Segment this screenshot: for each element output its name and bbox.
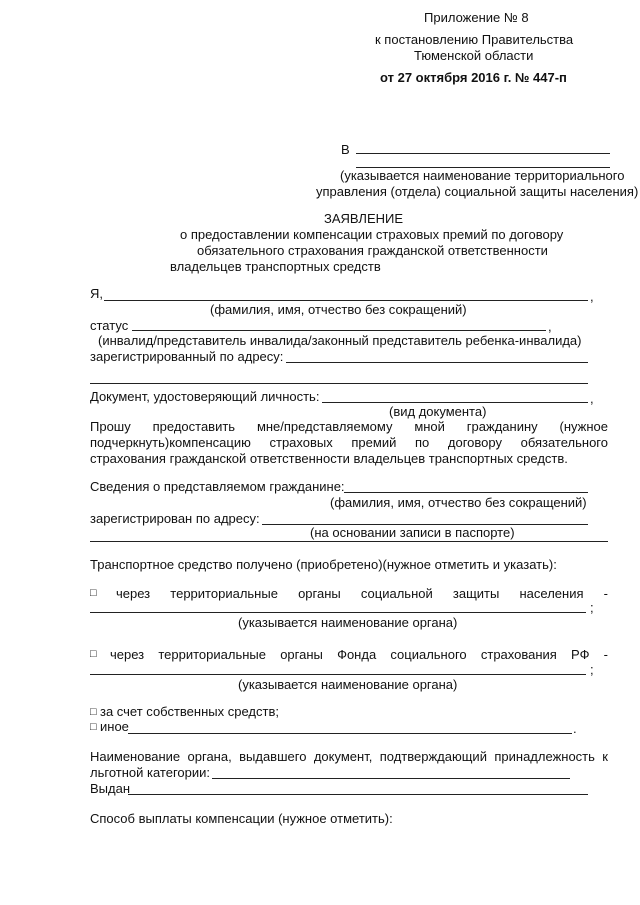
registered-address-label: зарегистрированный по адресу: — [90, 349, 284, 364]
identity-document-hint: (вид документа) — [389, 404, 487, 419]
request-line-1: Прошу предоставить мне/представляемому мной гражданину (нужное — [90, 419, 608, 434]
vehicle-option-social-protection: через территориальные органы социальной защиты населения - — [116, 586, 608, 601]
represented-address-field-2[interactable] — [90, 541, 608, 542]
identity-document-field[interactable] — [322, 402, 588, 403]
issuer-line-2: льготной категории: — [90, 765, 211, 780]
represented-address-label: зарегистрирован по адресу: — [90, 511, 260, 526]
vehicle-option-1-organ-field[interactable] — [90, 612, 586, 613]
document-heading: ЗАЯВЛЕНИЕ — [324, 211, 404, 226]
represented-passport-hint: (на основании записи в паспорте) — [310, 525, 515, 540]
vehicle-option-own-funds: за счет собственных средств; — [100, 704, 279, 719]
addressee-hint-1: (указывается наименование территориального — [340, 168, 625, 183]
checkbox-icon[interactable]: □ — [90, 721, 97, 733]
represented-label: Сведения о представляемом гражданине: — [90, 479, 345, 494]
addressee-line-1[interactable] — [356, 153, 610, 154]
registered-address-field[interactable] — [286, 362, 588, 363]
resolution-date-number: от 27 октября 2016 г. № 447-п — [380, 70, 567, 85]
vehicle-option-social-insurance: через территориальные органы Фонда социального страхования РФ - — [110, 647, 608, 662]
vehicle-option-2-organ-field[interactable] — [90, 674, 586, 675]
identity-document-label: Документ, удостоверяющий личность: — [90, 389, 320, 404]
registered-address-field-2[interactable] — [90, 383, 588, 384]
document-subject-line-3: владельцев транспортных средств — [170, 259, 381, 274]
status-comma: , — [548, 319, 552, 334]
applicant-fio-comma: , — [590, 289, 594, 304]
vehicle-option-1-hint: (указывается наименование органа) — [238, 615, 458, 630]
status-label: статус — [90, 318, 129, 333]
resolution-line: к постановлению Правительства — [375, 32, 574, 47]
checkbox-icon[interactable]: □ — [90, 587, 97, 599]
represented-fio-field[interactable] — [344, 492, 588, 493]
vehicle-option-2-semicolon: ; — [590, 662, 594, 677]
identity-document-comma: , — [590, 391, 594, 406]
applicant-fio-hint: (фамилия, имя, отчество без сокращений) — [210, 302, 467, 317]
region-line: Тюменской области — [414, 48, 534, 63]
addressee-prefix: В — [341, 142, 350, 157]
vehicle-option-2-hint: (указывается наименование органа) — [238, 677, 458, 692]
checkbox-icon[interactable]: □ — [90, 706, 97, 718]
status-hint: (инвалид/представитель инвалида/законный представитель ребенка-инвалида) — [98, 333, 582, 348]
vehicle-option-other: иное — [100, 719, 129, 734]
issuer-organ-field[interactable] — [212, 778, 570, 779]
appendix-number: Приложение № 8 — [424, 10, 529, 25]
addressee-hint-2: управления (отдела) социальной защиты населения) — [316, 184, 639, 199]
vehicle-option-1-semicolon: ; — [590, 600, 594, 615]
vehicle-intro: Транспортное средство получено (приобретено)(нужное отметить и указать): — [90, 557, 557, 572]
applicant-fio-field[interactable] — [104, 300, 588, 301]
payment-method-label: Способ выплаты компенсации (нужное отметить): — [90, 811, 393, 826]
issued-by-field[interactable] — [128, 794, 588, 795]
status-field[interactable] — [132, 330, 546, 331]
checkbox-icon[interactable]: □ — [90, 648, 97, 660]
applicant-ya: Я, — [90, 286, 103, 301]
issuer-line-1: Наименование органа, выдавшего документ, подтверждающий принадлежность к — [90, 749, 608, 764]
vehicle-option-other-period: . — [573, 721, 577, 736]
request-line-2: подчеркнуть)компенсацию страховых премий по договору обязательного — [90, 435, 608, 450]
represented-fio-hint: (фамилия, имя, отчество без сокращений) — [330, 495, 587, 510]
issued-by-label: Выдан — [90, 781, 131, 796]
document-subject-line-1: о предоставлении компенсации страховых премий по договору — [180, 227, 564, 242]
request-line-3: страхования гражданской ответственности владельцев транспортных средств. — [90, 451, 568, 466]
document-subject-line-2: обязательного страхования гражданской ответственности — [197, 243, 548, 258]
vehicle-option-other-field[interactable] — [128, 733, 572, 734]
